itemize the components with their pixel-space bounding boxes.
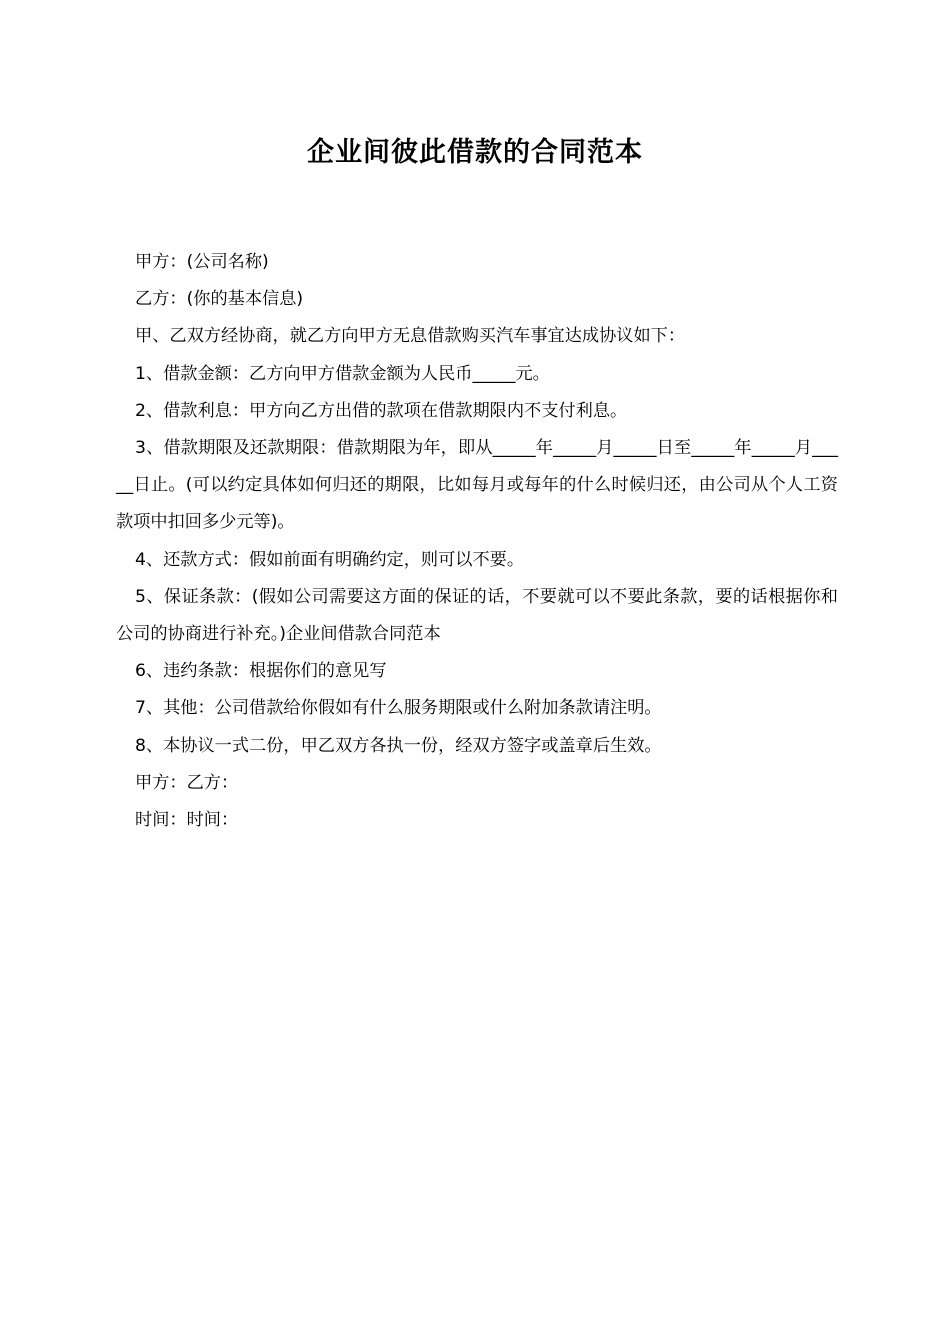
agreement-intro: 甲、乙双方经协商，就乙方向甲方无息借款购买汽车事宜达成协议如下： — [135, 326, 686, 347]
party-b-line: 乙方：(你的基本信息) — [135, 289, 304, 310]
clause-loan-term: 3、借款期限及还款期限：借款期限为年，即从_____年_____月_____日至_____年_____月_____日止。(可以约定具体如何归还的期限，比如每月或每年的什么时候归还，由公司从个人工资款项中扣回多少元等)。 — [116, 438, 838, 533]
document-title: 企业间彼此借款的合同范本 — [307, 137, 643, 168]
clause-copies: 8、本协议一式二份，甲乙双方各执一份，经双方签字或盖章后生效。 — [135, 735, 662, 756]
clause-other: 7、其他：公司借款给你假如有什么服务期限或什么附加条款请注明。 — [135, 698, 662, 719]
clause-repayment-method: 4、还款方式：假如前面有明确约定，则可以不要。 — [135, 549, 525, 570]
party-a-line: 甲方：(公司名称) — [135, 252, 269, 272]
clause-loan-interest: 2、借款利息：甲方向乙方出借的款项在借款期限内不支付利息。 — [135, 400, 628, 421]
clause-loan-amount: 1、借款金额：乙方向甲方借款金额为人民币_____元。 — [135, 363, 550, 384]
document-body — [116, 244, 838, 839]
signature-parties: 甲方：乙方： — [135, 772, 239, 793]
clause-guarantee: 5、保证条款：(假如公司需要这方面的保证的话，不要就可以不要此条款，要的话根据你和公司的协商进行补充。)企业间借款合同范本 — [116, 586, 838, 645]
clause-breach: 6、违约条款：根据你们的意见写 — [135, 661, 387, 682]
signature-dates: 时间：时间： — [135, 810, 239, 831]
